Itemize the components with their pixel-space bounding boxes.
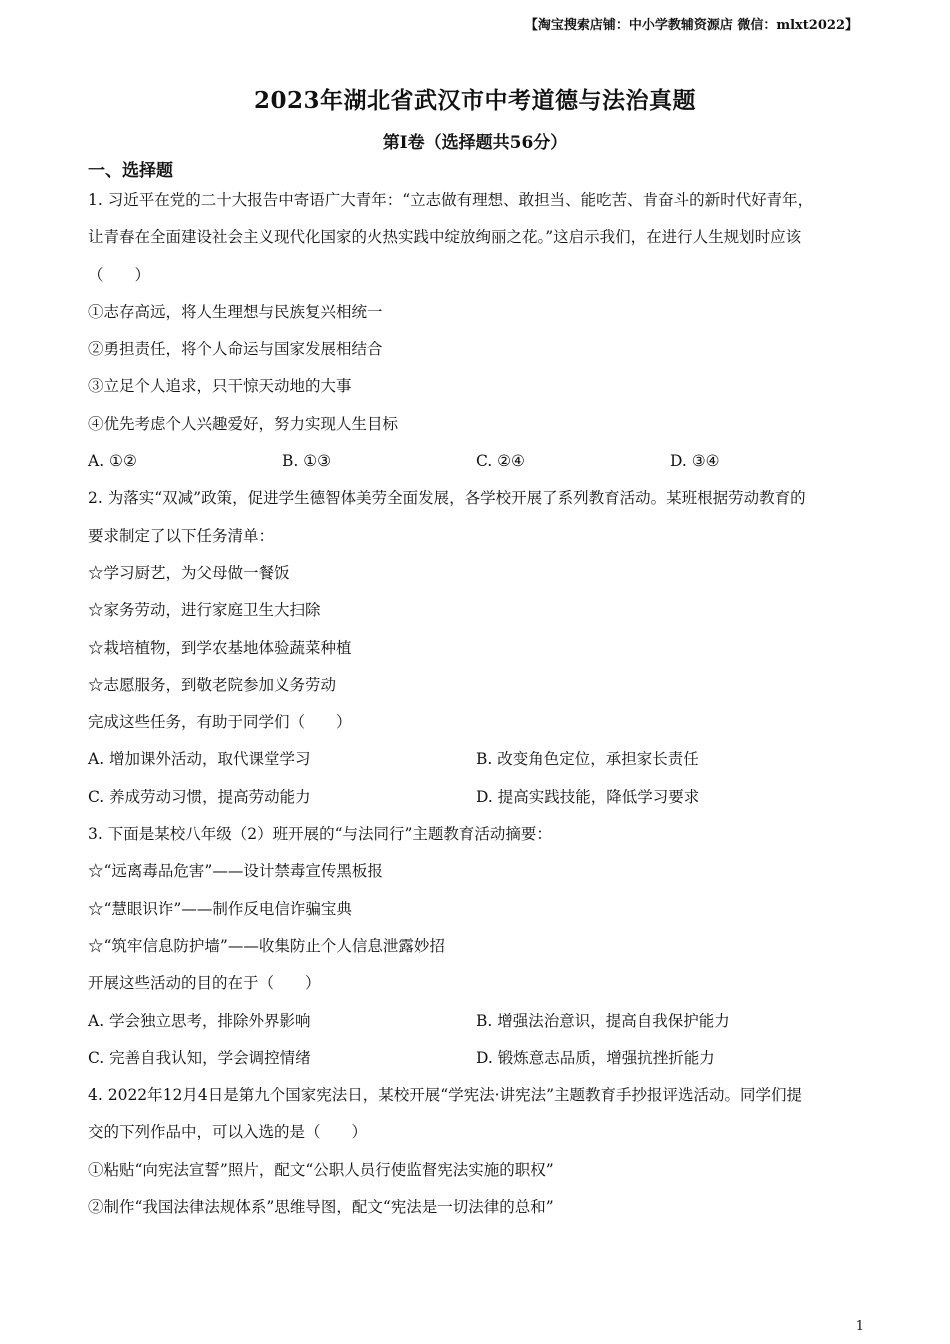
question-2-option-d: D. 提高实践技能，降低学习要求 xyxy=(476,787,700,806)
question-4-stem-line: 4. 2022年12月4日是第九个国家宪法日，某校开展“学宪法·讲宪法”主题教育手抄报评选活动。同学们提 xyxy=(88,1086,803,1105)
question-2-item: ☆志愿服务，到敬老院参加义务劳动 xyxy=(88,675,337,694)
question-2-stem-line: 要求制定了以下任务清单： xyxy=(88,526,275,545)
question-1-option-a: A. ①② xyxy=(88,452,137,471)
question-2-options-row xyxy=(88,744,864,781)
page-subtitle: 第I卷（选择题共56分） xyxy=(382,133,568,153)
question-3-option-b: B. 增强法治意识，提高自我保护能力 xyxy=(476,1011,730,1030)
question-3-option-d: D. 锻炼意志品质，增强抗挫折能力 xyxy=(476,1048,715,1067)
question-1-option-d: D. ③④ xyxy=(670,452,720,471)
question-3-item: ☆“筑牢信息防护墙”——收集防止个人信息泄露妙招 xyxy=(88,936,445,955)
question-1-paren: （ ） xyxy=(88,265,151,284)
question-3-item: ☆“慧眼识诈”——制作反电信诈骗宝典 xyxy=(88,899,352,918)
question-1-stem-line: 让青春在全面建设社会主义现代化国家的火热实践中绽放绚丽之花。”这启示我们，在进行人生规划时应该 xyxy=(88,228,802,247)
question-3-question: 开展这些活动的目的在于（ ） xyxy=(88,974,321,993)
question-1-item: ④优先考虑个人兴趣爱好，努力实现人生目标 xyxy=(88,414,399,433)
header-note: 【淘宝搜索店铺：中小学教辅资源店 微信：mlxt2022】 xyxy=(524,18,858,33)
question-1-options xyxy=(88,446,864,483)
question-3-option-c: C. 完善自我认知，学会调控情绪 xyxy=(88,1048,311,1067)
question-2-item: ☆学习厨艺，为父母做一餐饭 xyxy=(88,563,290,582)
question-3-options-row xyxy=(88,1006,864,1043)
question-2-option-b: B. 改变角色定位，承担家长责任 xyxy=(476,750,699,769)
question-3-item: ☆“远离毒品危害”——设计禁毒宣传黑板报 xyxy=(88,862,383,881)
question-4-stem-line: 交的下列作品中，可以入选的是（ ） xyxy=(88,1123,368,1142)
question-1-item: ①志存高远，将人生理想与民族复兴相统一 xyxy=(88,302,383,321)
question-list xyxy=(88,185,864,1229)
question-1-stem-line: 1. 习近平在党的二十大报告中寄语广大青年：“立志做有理想、敢担当、能吃苦、肯奋斗的新时代好青年， xyxy=(88,191,814,209)
question-3-options-row xyxy=(88,1043,864,1080)
question-1-item: ②勇担责任，将个人命运与国家发展相结合 xyxy=(88,340,383,359)
page-title: 2023年湖北省武汉市中考道德与法治真题 xyxy=(253,87,696,114)
question-2-option-a: A. 增加课外活动，取代课堂学习 xyxy=(88,750,311,769)
page-number: 1 xyxy=(855,1319,864,1334)
question-2-options-row xyxy=(88,782,864,819)
question-4-item: ①粘贴“向宪法宣誓”照片，配文“公职人员行使监督宪法实施的职权” xyxy=(88,1160,554,1179)
question-2-item: ☆家务劳动，进行家庭卫生大扫除 xyxy=(88,601,321,620)
question-2-question: 完成这些任务，有助于同学们（ ） xyxy=(88,713,352,732)
question-3-stem-line: 3. 下面是某校八年级（2）班开展的“与法同行”主题教育活动摘要： xyxy=(88,825,552,844)
question-1-item: ③立足个人追求，只干惊天动地的大事 xyxy=(88,377,352,396)
question-2-option-c: C. 养成劳动习惯，提高劳动能力 xyxy=(88,787,311,806)
section-heading: 一、选择题 xyxy=(88,161,173,181)
question-1-option-c: C. ②④ xyxy=(476,452,525,471)
question-2-stem-line: 2. 为落实“双减”政策，促进学生德智体美劳全面发展，各学校开展了系列教育活动。某班根据劳动教育的 xyxy=(88,489,806,508)
question-1-option-b: B. ①③ xyxy=(282,452,332,471)
question-2-item: ☆栽培植物，到学农基地体验蔬菜种植 xyxy=(88,638,352,657)
question-4-item: ②制作“我国法律法规体系”思维导图，配文“宪法是一切法律的总和” xyxy=(88,1198,554,1217)
question-3-option-a: A. 学会独立思考，排除外界影响 xyxy=(88,1011,311,1030)
